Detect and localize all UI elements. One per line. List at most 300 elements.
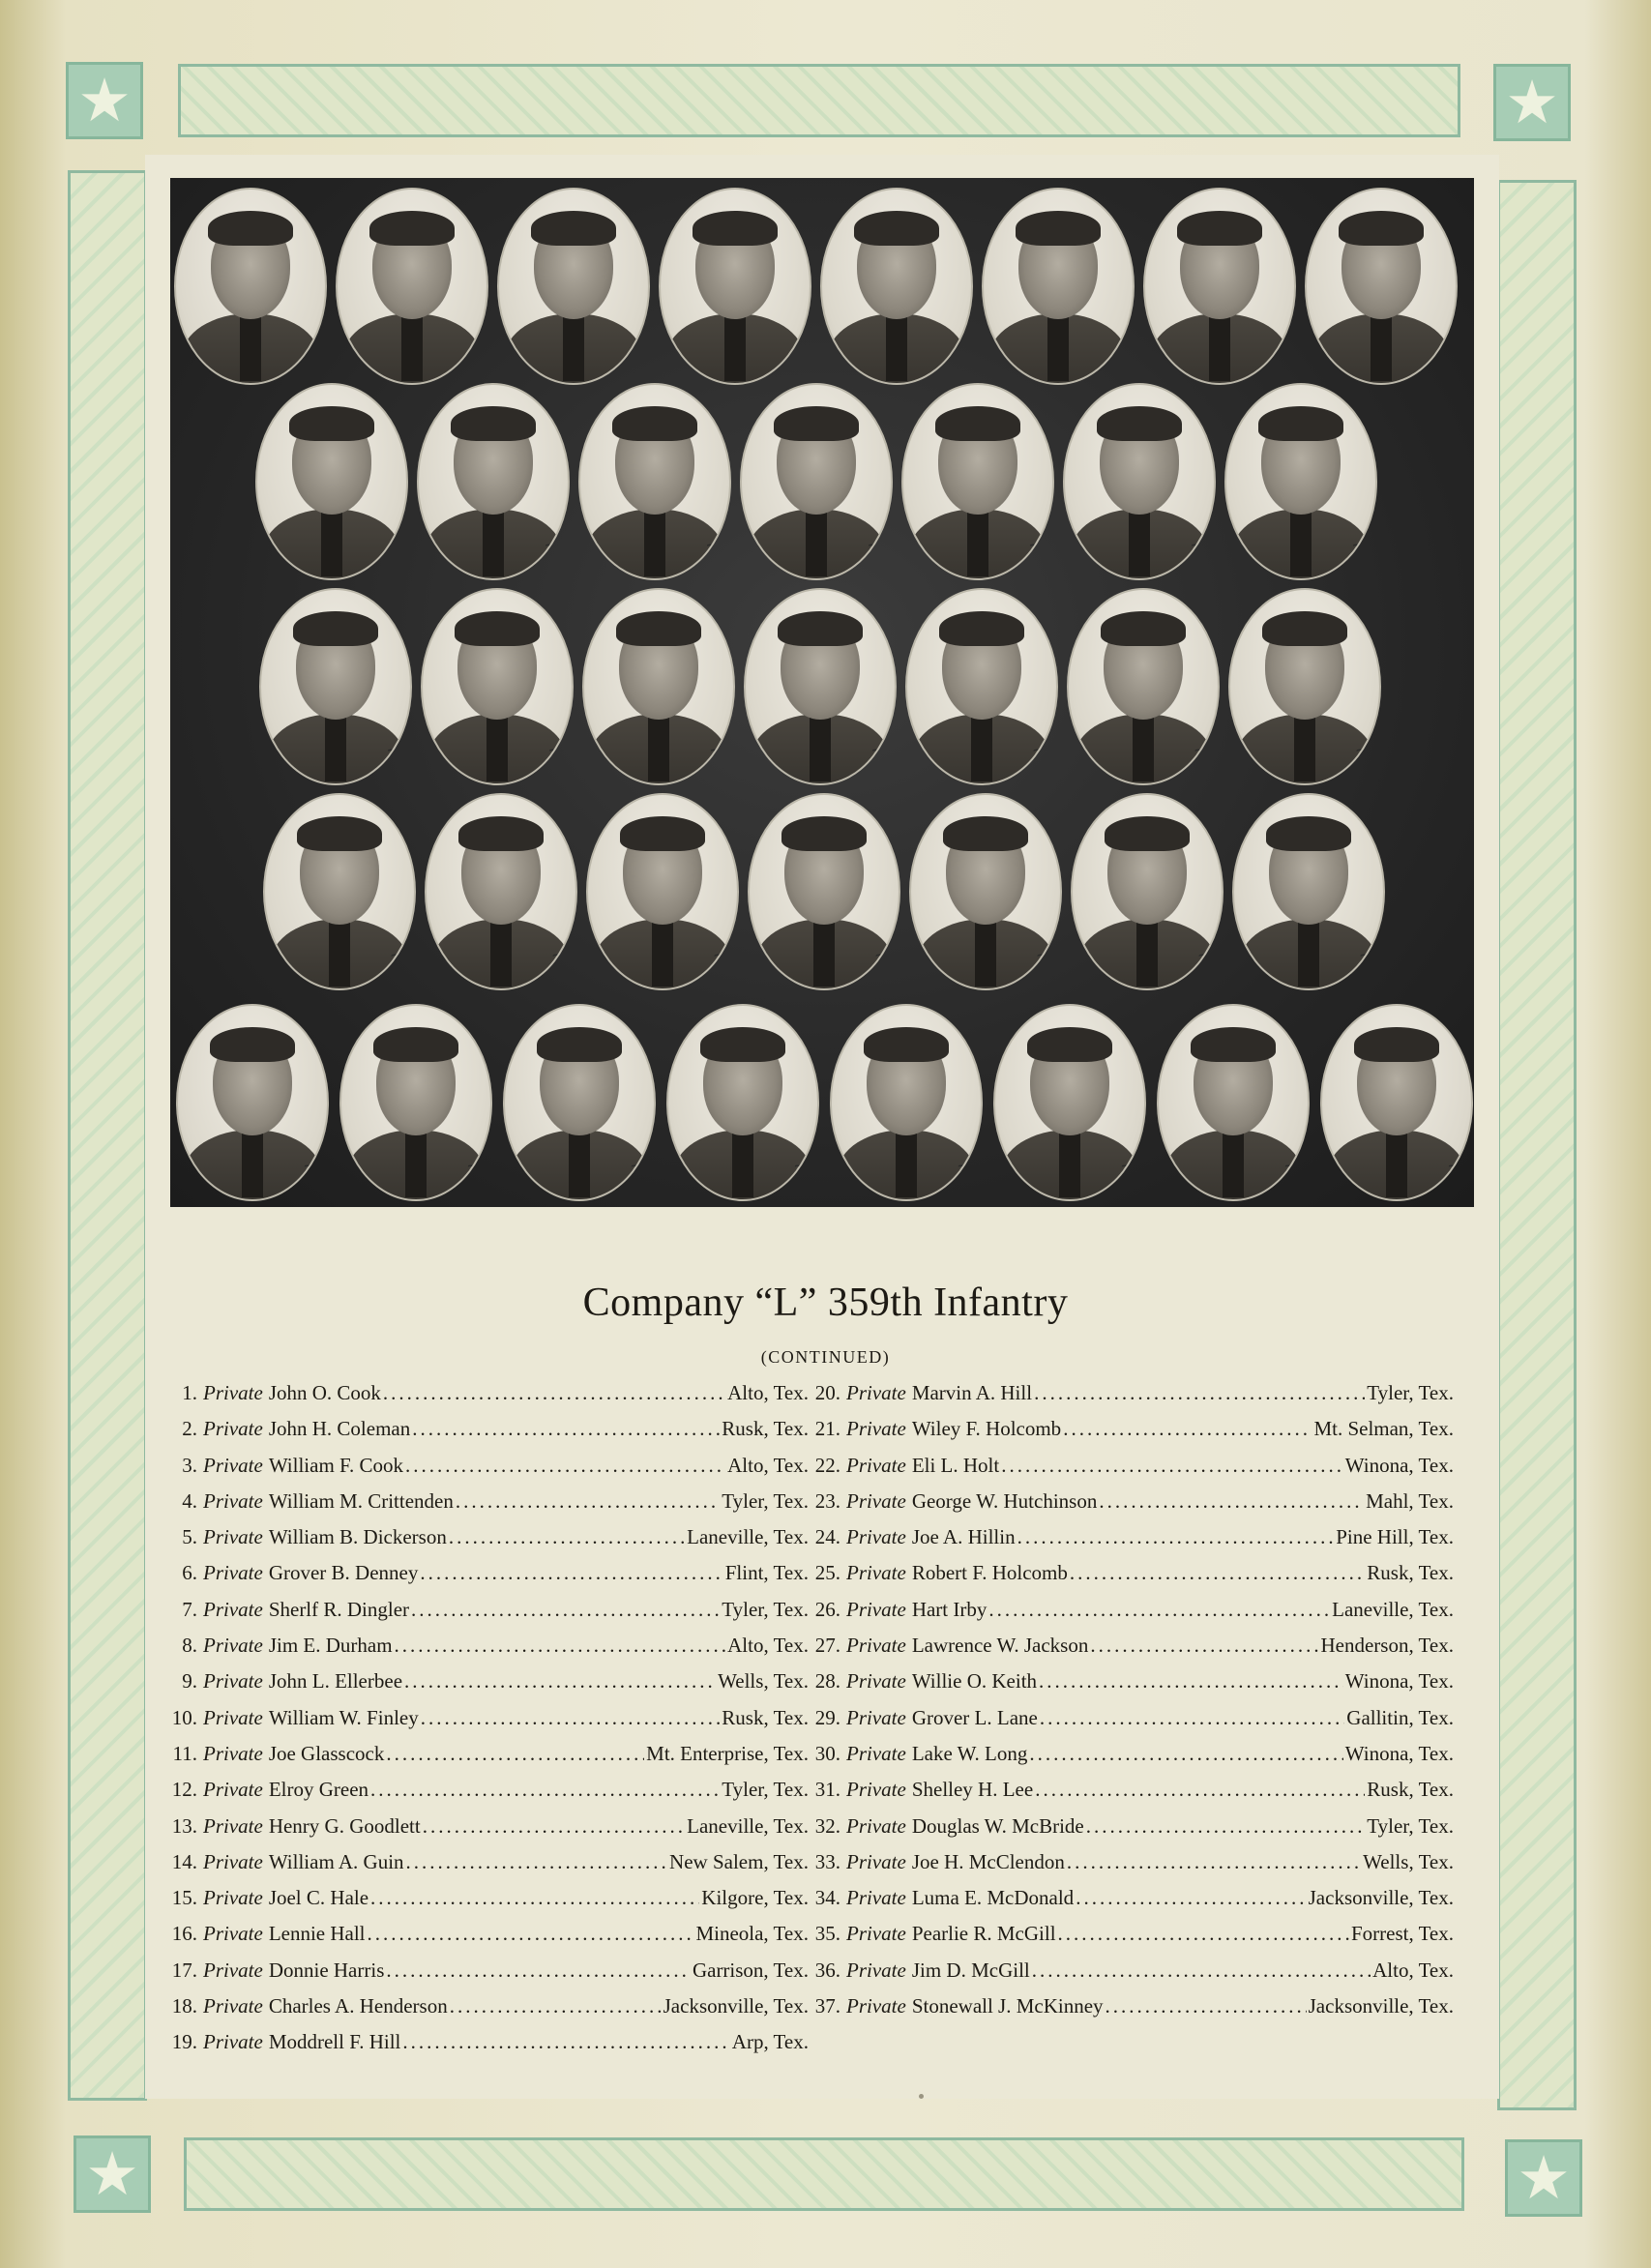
- entry-name: Jim D. McGill: [911, 1958, 1030, 1982]
- entry-rank: Private: [846, 1958, 906, 1982]
- entry-town: Wells, Tex.: [1363, 1849, 1454, 1873]
- portrait-hair: [774, 406, 859, 441]
- portrait-number: 7: [1280, 346, 1290, 366]
- dot-leader: [1063, 1417, 1312, 1441]
- entry-name: Henry G. Goodlett: [268, 1813, 421, 1838]
- roster-entry: [798, 1598, 1454, 1634]
- dot-leader: [1090, 1634, 1318, 1658]
- portrait-hair: [451, 406, 536, 441]
- entry-rank: Private: [203, 1778, 263, 1802]
- dot-leader: [421, 1706, 721, 1730]
- entry-number: 12.: [171, 1778, 197, 1802]
- portrait-collar: [967, 509, 988, 576]
- portrait-hair: [293, 611, 378, 646]
- portrait-collage: [170, 178, 1474, 1207]
- dot-leader: [405, 1454, 725, 1478]
- entry-town: Henderson, Tex.: [1320, 1634, 1454, 1658]
- portrait-number: 18: [708, 747, 729, 766]
- portrait-hair: [1262, 611, 1347, 646]
- entry-town: Tyler, Tex.: [722, 1778, 809, 1802]
- entry-number: 21.: [814, 1417, 840, 1441]
- portrait-collar: [648, 714, 669, 781]
- roster-entry: [155, 1489, 809, 1525]
- dot-leader: [456, 1489, 720, 1514]
- portrait-number: 33: [792, 1163, 813, 1182]
- portrait-hair: [1354, 1027, 1439, 1062]
- dot-leader: [1029, 1742, 1342, 1766]
- portrait-photo: [1063, 383, 1216, 580]
- entry-name: William M. Crittenden: [268, 1488, 454, 1513]
- portrait-collar: [321, 509, 342, 576]
- portrait-photo: [176, 1004, 329, 1201]
- roster-entry: [155, 1922, 809, 1958]
- entry-name: Lawrence W. Jackson: [911, 1634, 1089, 1658]
- entry-number: 14.: [171, 1849, 197, 1873]
- portrait-photo: [497, 188, 650, 385]
- portrait-number: 2: [472, 346, 483, 366]
- roster-entry: [155, 1814, 809, 1850]
- portrait-collar: [563, 313, 584, 381]
- entry-rank: Private: [203, 1488, 263, 1513]
- portrait-number: 12: [866, 542, 887, 561]
- entry-number: 31.: [814, 1778, 840, 1802]
- dot-leader: [370, 1886, 699, 1910]
- portrait-number: 4: [795, 346, 806, 366]
- portrait-hair: [1258, 406, 1343, 441]
- entry-number: 3.: [182, 1453, 197, 1477]
- entry-name: Robert F. Holcomb: [911, 1561, 1068, 1585]
- entry-town: Tyler, Tex.: [1367, 1381, 1454, 1404]
- paper-spot: [919, 2094, 924, 2099]
- portrait-number: 16: [385, 747, 406, 766]
- entry-town: Alto, Tex.: [1372, 1958, 1454, 1982]
- portrait-photo: [417, 383, 570, 580]
- entry-number: 5.: [182, 1525, 197, 1549]
- portrait-number: 8: [1441, 346, 1452, 366]
- entry-number: 24.: [814, 1525, 840, 1549]
- portrait-hair: [369, 211, 455, 246]
- dot-leader: [1001, 1454, 1343, 1478]
- entry-town: Laneville, Tex.: [687, 1813, 809, 1838]
- entry-name: Hart Irby: [911, 1597, 988, 1621]
- portrait-number: 14: [1189, 542, 1210, 561]
- portrait-photo: [503, 1004, 656, 1201]
- entry-name: Douglas W. McBride: [911, 1813, 1084, 1838]
- portrait-collar: [1059, 1130, 1080, 1197]
- entry-rank: Private: [846, 1886, 906, 1910]
- portrait-hair: [943, 816, 1028, 851]
- dot-leader: [1034, 1381, 1365, 1405]
- portrait-collar: [975, 919, 996, 987]
- portrait-number: 32: [629, 1163, 650, 1182]
- entry-name: Shelley H. Lee: [911, 1778, 1034, 1802]
- dot-leader: [404, 1669, 716, 1694]
- entry-name: William F. Cook: [268, 1453, 404, 1477]
- entry-name: Moddrell F. Hill: [268, 2030, 401, 2054]
- portrait-collar: [490, 919, 512, 987]
- entry-town: Gallitin, Tex.: [1346, 1705, 1454, 1729]
- entry-town: Tyler, Tex.: [722, 1597, 809, 1621]
- entry-town: Mahl, Tex.: [1366, 1488, 1454, 1513]
- roster-entry: [798, 1706, 1454, 1742]
- portrait-photo: [666, 1004, 819, 1201]
- roster-entry: [798, 1778, 1454, 1813]
- entry-town: Laneville, Tex.: [1332, 1597, 1454, 1621]
- entry-rank: Private: [203, 1705, 263, 1729]
- entry-rank: Private: [203, 1994, 263, 2018]
- portrait-number: 26: [873, 952, 895, 971]
- entry-rank: Private: [203, 1922, 263, 1946]
- roster-entry: [798, 1634, 1454, 1669]
- entry-number: 2.: [182, 1417, 197, 1441]
- portrait-hair: [620, 816, 705, 851]
- portrait-hair: [373, 1027, 458, 1062]
- entry-town: Arp, Tex.: [731, 2030, 809, 2054]
- entry-number: 26.: [814, 1597, 840, 1621]
- portrait-photo: [993, 1004, 1146, 1201]
- dot-leader: [423, 1814, 685, 1839]
- entry-name: Stonewall J. McKinney: [911, 1994, 1104, 2018]
- roster-entry: [798, 1489, 1454, 1525]
- portrait-number: 17: [546, 747, 568, 766]
- portrait-collar: [1294, 714, 1315, 781]
- entry-rank: Private: [203, 1597, 263, 1621]
- portrait-hair: [537, 1027, 622, 1062]
- entry-town: Alto, Tex.: [727, 1381, 809, 1404]
- entry-town: Tyler, Tex.: [1367, 1813, 1454, 1838]
- entry-town: Jacksonville, Tex.: [1308, 1886, 1454, 1910]
- entry-rank: Private: [203, 1669, 263, 1694]
- dot-leader: [1058, 1922, 1349, 1946]
- entry-town: Rusk, Tex.: [722, 1705, 809, 1729]
- entry-rank: Private: [203, 1741, 263, 1765]
- portrait-hair: [208, 211, 293, 246]
- entry-name: Elroy Green: [268, 1778, 369, 1802]
- portrait-number: 29: [1358, 952, 1379, 971]
- entry-number: 34.: [814, 1886, 840, 1910]
- roster-entry: [798, 1886, 1454, 1922]
- portrait-photo: [421, 588, 574, 785]
- dot-leader: [1106, 1994, 1307, 2018]
- entry-town: Jacksonville, Tex.: [1308, 1994, 1454, 2018]
- portrait-hair: [289, 406, 374, 441]
- dot-leader: [395, 1634, 726, 1658]
- entry-number: 11.: [172, 1741, 197, 1765]
- entry-number: 15.: [171, 1886, 197, 1910]
- entry-rank: Private: [846, 1488, 906, 1513]
- portrait-collar: [325, 714, 346, 781]
- roster-entry: [798, 1850, 1454, 1886]
- portrait-photo: [582, 588, 735, 785]
- bottom-ornament-band: [184, 2137, 1464, 2211]
- entry-number: 23.: [814, 1488, 840, 1513]
- entry-town: Alto, Tex.: [727, 1634, 809, 1658]
- entry-town: Mineola, Tex.: [695, 1922, 809, 1946]
- portrait-collar: [1298, 919, 1319, 987]
- portrait-number: 37: [1446, 1163, 1467, 1182]
- entry-town: Laneville, Tex.: [687, 1525, 809, 1549]
- portrait-collar: [813, 919, 835, 987]
- entry-number: 7.: [182, 1597, 197, 1621]
- dot-leader: [1086, 1814, 1366, 1839]
- portrait-photo: [1143, 188, 1296, 385]
- portrait-photo: [336, 188, 488, 385]
- portrait-number: 19: [870, 747, 891, 766]
- entry-name: Luma E. McDonald: [911, 1886, 1075, 1910]
- portrait-photo: [174, 188, 327, 385]
- dot-leader: [383, 1381, 725, 1405]
- portrait-hair: [1097, 406, 1182, 441]
- roster-entry: [155, 1525, 809, 1561]
- portrait-hair: [693, 211, 778, 246]
- portrait-number: 15: [1350, 542, 1371, 561]
- dot-leader: [412, 1417, 720, 1441]
- portrait-photo: [1067, 588, 1220, 785]
- portrait-hair: [531, 211, 616, 246]
- star-icon: ★: [1505, 2139, 1582, 2217]
- roster-entry: [155, 1886, 809, 1922]
- portrait-photo: [586, 793, 739, 990]
- portrait-collar: [886, 313, 907, 381]
- portrait-hair: [864, 1027, 949, 1062]
- entry-town: Alto, Tex.: [727, 1453, 809, 1477]
- portrait-number: 13: [1027, 542, 1048, 561]
- roster-entry: [155, 2030, 809, 2066]
- entry-town: Rusk, Tex.: [722, 1417, 809, 1441]
- portrait-photo: [578, 383, 731, 580]
- portrait-photo: [339, 1004, 492, 1201]
- portrait-collar: [644, 509, 665, 576]
- entry-town: Mt. Enterprise, Tex.: [646, 1741, 809, 1765]
- portrait-hair: [616, 611, 701, 646]
- entry-town: Flint, Tex.: [724, 1561, 809, 1585]
- entry-number: 19.: [171, 2030, 197, 2054]
- entry-rank: Private: [203, 1634, 263, 1658]
- portrait-hair: [1027, 1027, 1112, 1062]
- entry-rank: Private: [846, 1849, 906, 1873]
- portrait-collar: [569, 1130, 590, 1197]
- portrait-collar: [405, 1130, 427, 1197]
- dot-leader: [1067, 1850, 1361, 1874]
- roster-entry: [798, 1814, 1454, 1850]
- entry-name: Charles A. Henderson: [268, 1994, 448, 2018]
- entry-number: 6.: [182, 1561, 197, 1585]
- star-icon: ★: [66, 62, 143, 139]
- portrait-photo: [659, 188, 811, 385]
- entry-name: George W. Hutchinson: [911, 1488, 1098, 1513]
- roster-entry: [798, 1669, 1454, 1705]
- portrait-photo: [740, 383, 893, 580]
- portrait-number: 5: [957, 346, 967, 366]
- star-icon: ★: [74, 2135, 151, 2213]
- portrait-photo: [1157, 1004, 1310, 1201]
- entry-number: 17.: [171, 1958, 197, 1982]
- entry-number: 18.: [171, 1994, 197, 2018]
- portrait-number: 25: [712, 952, 733, 971]
- entry-town: Forrest, Tex.: [1350, 1922, 1454, 1946]
- portrait-collar: [329, 919, 350, 987]
- entry-town: New Salem, Tex.: [669, 1849, 809, 1873]
- dot-leader: [1070, 1561, 1365, 1585]
- entry-rank: Private: [846, 1813, 906, 1838]
- entry-rank: Private: [846, 1705, 906, 1729]
- portrait-photo: [1305, 188, 1458, 385]
- dot-leader: [1076, 1886, 1306, 1910]
- entry-name: Grover B. Denney: [268, 1561, 419, 1585]
- entry-number: 30.: [814, 1741, 840, 1765]
- portrait-photo: [909, 793, 1062, 990]
- entry-name: John L. Ellerbee: [268, 1669, 403, 1694]
- entry-name: Donnie Harris: [268, 1958, 385, 1982]
- entry-rank: Private: [203, 2030, 263, 2054]
- entry-rank: Private: [846, 1597, 906, 1621]
- portrait-hair: [935, 406, 1020, 441]
- entry-town: Winona, Tex.: [1344, 1453, 1454, 1477]
- roster-entry: [798, 1525, 1454, 1561]
- entry-rank: Private: [846, 1922, 906, 1946]
- entry-rank: Private: [846, 1634, 906, 1658]
- portrait-hair: [854, 211, 939, 246]
- portrait-photo: [820, 188, 973, 385]
- portrait-hair: [1177, 211, 1262, 246]
- entry-name: Willie O. Keith: [911, 1669, 1038, 1694]
- portrait-number: 1: [310, 346, 321, 366]
- portrait-collar: [810, 714, 831, 781]
- portrait-hair: [700, 1027, 785, 1062]
- roster-entry: [798, 1742, 1454, 1778]
- roster-entry: [155, 1381, 809, 1417]
- entry-town: Wells, Tex.: [718, 1669, 809, 1694]
- portrait-number: 11: [704, 542, 725, 561]
- roster-entry: [155, 1598, 809, 1634]
- entry-town: Jacksonville, Tex.: [663, 1994, 809, 2018]
- entry-name: Marvin A. Hill: [911, 1381, 1033, 1404]
- entry-town: Garrison, Tex.: [692, 1958, 809, 1982]
- entry-rank: Private: [203, 1886, 263, 1910]
- entry-name: John O. Cook: [268, 1381, 381, 1404]
- page-subtitle: (CONTINUED): [760, 1347, 891, 1367]
- entry-rank: Private: [846, 1669, 906, 1694]
- entry-town: Kilgore, Tex.: [701, 1886, 809, 1910]
- portrait-hair: [1191, 1027, 1276, 1062]
- portrait-number: 20: [1031, 747, 1052, 766]
- portrait-collar: [242, 1130, 263, 1197]
- portrait-collar: [240, 313, 261, 381]
- entry-rank: Private: [846, 1778, 906, 1802]
- roster-entry: [798, 1959, 1454, 1994]
- entry-town: Mt. Selman, Tex.: [1313, 1417, 1454, 1441]
- portrait-collar: [1223, 1130, 1244, 1197]
- dot-leader: [1040, 1706, 1344, 1730]
- entry-rank: Private: [203, 1525, 263, 1549]
- portrait-collar: [1290, 509, 1312, 576]
- portrait-photo: [255, 383, 408, 580]
- portrait-hair: [210, 1027, 295, 1062]
- portrait-photo: [1224, 383, 1377, 580]
- entry-name: Joe A. Hillin: [911, 1525, 1016, 1549]
- portrait-number: 21: [1193, 747, 1214, 766]
- entry-rank: Private: [203, 1813, 263, 1838]
- entry-rank: Private: [846, 1741, 906, 1765]
- roster-entry: [155, 1994, 809, 2030]
- portrait-hair: [1016, 211, 1101, 246]
- entry-rank: Private: [846, 1994, 906, 2018]
- roster-entry: [155, 1742, 809, 1778]
- entry-number: 32.: [814, 1813, 840, 1838]
- entry-town: Rusk, Tex.: [1367, 1561, 1454, 1585]
- portrait-number: 24: [550, 952, 572, 971]
- dot-leader: [1032, 1959, 1371, 1983]
- entry-rank: Private: [203, 1958, 263, 1982]
- entry-number: 9.: [182, 1669, 197, 1694]
- entry-town: Winona, Tex.: [1344, 1669, 1454, 1694]
- entry-number: 33.: [814, 1849, 840, 1873]
- portrait-collar: [724, 313, 746, 381]
- portrait-number: 34: [956, 1163, 977, 1182]
- star-icon: ★: [1493, 64, 1571, 141]
- dot-leader: [1017, 1525, 1335, 1549]
- portrait-collar: [483, 509, 504, 576]
- portrait-photo: [982, 188, 1135, 385]
- entry-name: Grover L. Lane: [911, 1705, 1038, 1729]
- portrait-hair: [1266, 816, 1351, 851]
- dot-leader: [420, 1561, 722, 1585]
- roster-left-column: [155, 1381, 809, 2067]
- entry-name: William A. Guin: [268, 1849, 404, 1873]
- roster-entry: [798, 1561, 1454, 1597]
- roster-entry: [798, 1922, 1454, 1958]
- entry-name: Joel C. Hale: [268, 1886, 369, 1910]
- page-title: Company “L” 359th Infantry: [582, 1281, 1069, 1325]
- portrait-collar: [1209, 313, 1230, 381]
- roster-entry: [155, 1454, 809, 1489]
- portrait-photo: [830, 1004, 983, 1201]
- entry-number: 25.: [814, 1561, 840, 1585]
- portrait-photo: [259, 588, 412, 785]
- entry-town: Winona, Tex.: [1344, 1741, 1454, 1765]
- portrait-number: 31: [465, 1163, 486, 1182]
- portrait-number: 36: [1282, 1163, 1304, 1182]
- roster-entry: [155, 1561, 809, 1597]
- dot-leader: [450, 1994, 662, 2018]
- dot-leader: [988, 1598, 1330, 1622]
- entry-number: 13.: [171, 1813, 197, 1838]
- entry-rank: Private: [846, 1525, 906, 1549]
- entry-rank: Private: [203, 1417, 263, 1441]
- entry-name: Lake W. Long: [911, 1741, 1028, 1765]
- portrait-number: 23: [389, 952, 410, 971]
- entry-number: 16.: [171, 1922, 197, 1946]
- entry-rank: Private: [846, 1417, 906, 1441]
- entry-rank: Private: [846, 1561, 906, 1585]
- entry-number: 20.: [814, 1381, 840, 1404]
- dot-leader: [368, 1922, 694, 1946]
- portrait-collar: [652, 919, 673, 987]
- portrait-photo: [1320, 1004, 1473, 1201]
- entry-number: 35.: [814, 1922, 840, 1946]
- entry-number: 1.: [182, 1381, 197, 1404]
- roster-entry: [155, 1634, 809, 1669]
- portrait-number: 30: [302, 1163, 323, 1182]
- portrait-number: 28: [1196, 952, 1218, 971]
- entry-rank: Private: [203, 1849, 263, 1873]
- roster-entry: [155, 1417, 809, 1453]
- entry-rank: Private: [203, 1381, 263, 1404]
- portrait-photo: [1232, 793, 1385, 990]
- dot-leader: [370, 1778, 720, 1802]
- dot-leader: [411, 1598, 720, 1622]
- portrait-photo: [905, 588, 1058, 785]
